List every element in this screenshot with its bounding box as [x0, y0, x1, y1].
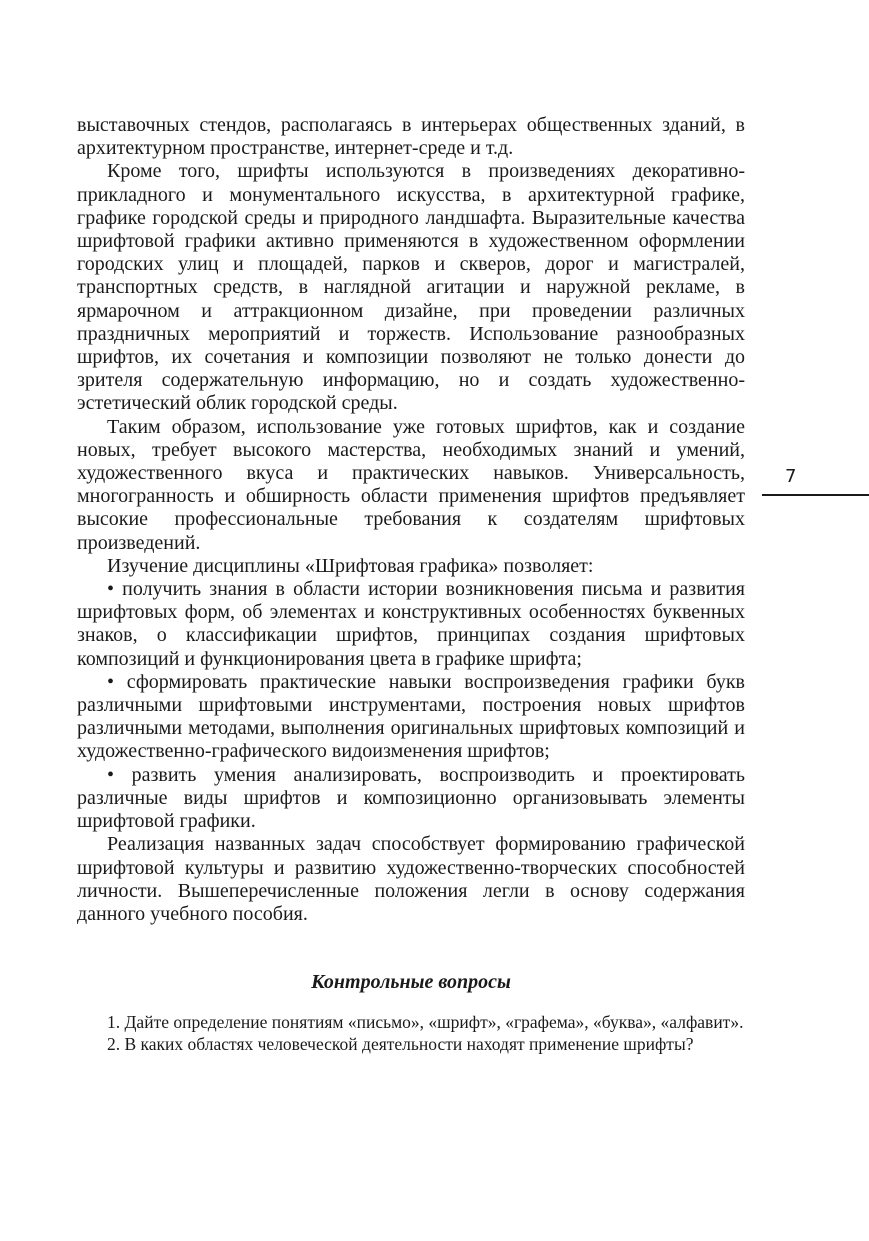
- body-text: [77, 114, 745, 926]
- question-item: 1. Дайте определение понятиям «письмо», «шрифт», «графема», «буква», «алфавит».: [107, 1012, 744, 1032]
- paragraph-applications: Кроме того, шрифты используются в произведениях декоративно-прикладного и монументального искусства, в архитектурной графике, графике городской среды и природного ландшафта. Выразительные качества шрифтовой графики активно применяются в художественном оформлении городских улиц и площадей, парков и скверов, дорог и магистралей, транспортных средств, в наглядной агитации и наружной рекламе, в ярмарочном и аттракционном дизайне, при проведении различных праздничных мероприятий и торжеств. Использование разнообразных шрифтов, их сочетания и композиции позволяют не только донести до зрителя содержательную информацию, но и создать художественно-эстетический облик городской среды.: [77, 160, 745, 415]
- bullet-skills: • сформировать практические навыки воспроизведения графики букв различными шрифтовыми инструментами, построения новых шрифтов различными методами, выполнения оригинальных шрифтовых композиций и художественно-графического видоизменения шрифтов;: [77, 670, 745, 763]
- questions-list: [77, 1012, 745, 1055]
- page-number: 7: [785, 466, 797, 487]
- paragraph-discipline-intro: Изучение дисциплины «Шрифтовая графика» позволяет:: [107, 554, 594, 577]
- bullet-knowledge: • получить знания в области истории возникновения письма и развития шрифтовых форм, об элементах и конструктивных особенностях буквенных знаков, о классификации шрифтов, принципах создания шрифтовых композиций и функционирования цвета в графике шрифта;: [77, 578, 745, 670]
- page-number-rule: [762, 494, 869, 496]
- section-title: Контрольные вопросы: [311, 971, 511, 993]
- paragraph-mastery: Таким образом, использование уже готовых шрифтов, как и создание новых, требует высокого мастерства, необходимых знаний и умений, художественного вкуса и практических навыков. Универсальность, многогранность и обширность области применения шрифтов предъявляет высокие профессиональные требования к создателям шрифтовых произведений.: [77, 415, 745, 554]
- question-item: 2. В каких областях человеческой деятельности находят применение шрифты?: [107, 1033, 694, 1054]
- bullet-abilities: • развить умения анализировать, воспроизводить и проектировать различные виды шрифтов и композиционно организовывать элементы шрифтовой графики.: [77, 763, 745, 833]
- paragraph-conclusion: Реализация названных задач способствует формированию графической шрифтовой культуры и развитию художественно-творческих способностей личности. Вышеперечисленные положения легли в основу содержания данного учебного пособия.: [77, 833, 745, 925]
- paragraph-continuation: выставочных стендов, располагаясь в интерьерах общественных зданий, в архитектурном пространстве, интернет-среде и т.д.: [77, 114, 745, 160]
